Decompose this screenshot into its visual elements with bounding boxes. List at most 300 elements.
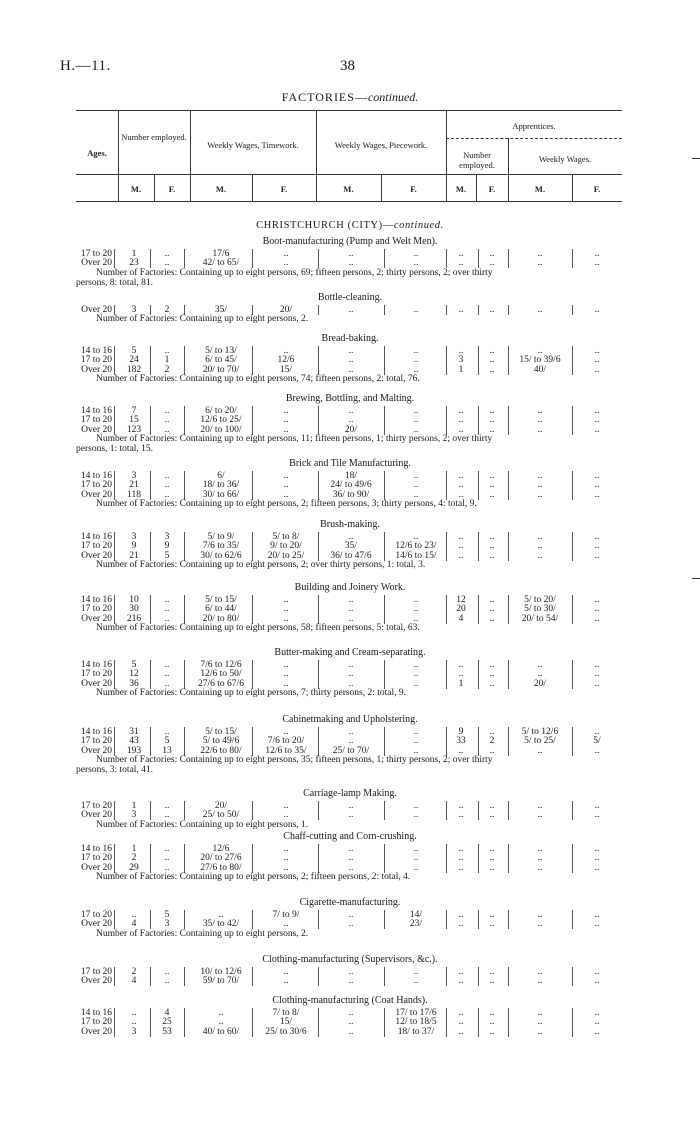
column-rule <box>478 810 479 820</box>
factories-count-note: Number of Factories: Containing up to eight persons, 74; fifteen persons, 2: total, 76. <box>96 374 420 385</box>
industry-heading: Brewing, Bottling, and Malting. <box>285 393 415 404</box>
table-header <box>76 110 622 202</box>
city-name: CHRISTCHURCH (CITY)— <box>256 220 394 231</box>
industry-heading: Bottle-cleaning. <box>317 292 383 303</box>
age-group-cell: Over 20 <box>81 1026 112 1037</box>
table-cell: .. <box>489 967 495 977</box>
column-rule <box>572 746 573 756</box>
column-rule <box>318 919 319 929</box>
table-cell: .. <box>348 660 354 670</box>
table-cell: 31 <box>129 727 139 737</box>
industry-heading: Bread-baking. <box>321 333 379 344</box>
column-rule <box>572 551 573 561</box>
table-cell: .. <box>594 355 600 366</box>
table-cell: .. <box>413 346 419 356</box>
factories-count-note: Number of Factories: Containing up to eight persons, 2. <box>96 928 309 939</box>
table-cell: .. <box>594 862 600 873</box>
table-cell: 36 <box>129 678 139 689</box>
table-cell: .. <box>348 364 354 375</box>
table-cell: 3 <box>164 532 170 542</box>
table-cell: .. <box>537 844 543 854</box>
factories-count-note: Number of Factories: Containing up to eight persons, 58; fifteen persons, 5: total, 63. <box>96 623 420 634</box>
table-cell: .. <box>594 810 600 821</box>
factories-count-note: Number of Factories: Containing up to eight persons, 1. <box>96 819 309 830</box>
table-cell: .. <box>594 745 600 756</box>
table-cell: .. <box>283 810 289 821</box>
industry-heading: Cabinetmaking and Upholstering. <box>282 714 418 725</box>
table-cell: .. <box>283 660 289 670</box>
table-cell: 6/ <box>217 471 225 481</box>
table-row <box>0 1027 700 1037</box>
table-cell: 18/ <box>344 471 358 481</box>
table-cell: .. <box>458 1008 464 1018</box>
table-cell: .. <box>348 604 354 615</box>
table-cell: .. <box>164 249 170 259</box>
table-cell: .. <box>413 604 419 615</box>
page-number: 38 <box>340 58 355 74</box>
table-cell: .. <box>537 1026 543 1037</box>
table-cell: .. <box>283 727 289 737</box>
table-cell: .. <box>594 727 600 737</box>
column-rule <box>572 425 573 435</box>
column-rule <box>508 1027 509 1037</box>
table-cell: .. <box>489 489 495 500</box>
table-cell: .. <box>594 604 600 615</box>
header-f: F. <box>593 184 601 194</box>
age-group-cell: 17 to 20 <box>80 541 112 552</box>
table-cell: .. <box>458 415 464 426</box>
column-rule <box>318 976 319 986</box>
column-rule <box>114 976 115 986</box>
table-cell: .. <box>164 678 170 689</box>
table-cell: 40/ <box>533 364 547 375</box>
age-group-cell: Over 20 <box>81 810 112 821</box>
age-group-cell: 14 to 16 <box>80 346 112 356</box>
column-rule <box>446 976 447 986</box>
column-rule <box>318 810 319 820</box>
table-cell: .. <box>458 406 464 416</box>
table-cell: 5 <box>164 736 170 747</box>
table-cell: 20/ <box>279 305 293 315</box>
table-cell: 3 <box>458 355 464 366</box>
table-cell: 1 <box>164 355 170 366</box>
table-cell: 25/ to 30/6 <box>265 1026 307 1037</box>
table-cell: .. <box>283 258 289 269</box>
column-rule <box>446 919 447 929</box>
table-cell: 20/ <box>533 678 547 689</box>
table-cell: .. <box>413 489 419 500</box>
age-group-cell: 17 to 20 <box>80 669 112 680</box>
table-cell: .. <box>594 1017 600 1028</box>
table-cell: .. <box>458 976 464 987</box>
table-cell: .. <box>348 1026 354 1037</box>
table-cell: .. <box>594 489 600 500</box>
column-rule <box>478 679 479 689</box>
table-cell: .. <box>594 919 600 930</box>
page-title-continued: continued. <box>367 90 419 104</box>
table-cell: .. <box>164 346 170 356</box>
table-cell: .. <box>537 532 543 542</box>
column-rule <box>446 614 447 624</box>
table-cell: .. <box>164 810 170 821</box>
age-group-cell: Over 20 <box>81 258 112 269</box>
table-cell: .. <box>458 471 464 481</box>
table-cell: .. <box>131 910 137 920</box>
table-cell: .. <box>594 480 600 491</box>
table-cell: .. <box>164 613 170 624</box>
table-cell: 12/6 to 35/ <box>265 745 307 756</box>
table-cell: .. <box>164 976 170 987</box>
table-cell: .. <box>458 844 464 854</box>
table-cell: 20/ <box>214 801 228 811</box>
table-cell: 5/ to 13/ <box>205 346 237 356</box>
table-cell: .. <box>594 967 600 977</box>
header-f: F. <box>168 184 176 194</box>
column-rule <box>150 1027 151 1037</box>
header-app-number-employed: Number employed. <box>459 150 495 170</box>
industry-heading: Building and Joinery Work. <box>294 582 406 593</box>
age-group-cell: 17 to 20 <box>80 736 112 747</box>
table-cell: .. <box>283 406 289 416</box>
factories-count-note: Number of Factories: Containing up to eight persons, 35; fifteen persons, 1; thirty persons, 2; over thirty <box>96 755 493 766</box>
column-rule <box>114 1027 115 1037</box>
table-cell: .. <box>594 406 600 416</box>
table-cell: .. <box>348 1017 354 1028</box>
table-cell: .. <box>458 346 464 356</box>
column-rule <box>318 1027 319 1037</box>
table-cell: .. <box>537 862 543 873</box>
table-cell: .. <box>594 550 600 561</box>
column-rule <box>252 1027 253 1037</box>
table-cell: .. <box>413 595 419 605</box>
table-cell: .. <box>489 1026 495 1037</box>
header-m: M. <box>534 184 546 194</box>
table-cell: 6/ to 45/ <box>205 355 237 366</box>
table-cell: 118 <box>127 489 141 500</box>
header-f: F. <box>410 184 417 194</box>
table-cell: 20 <box>456 604 466 615</box>
table-cell: .. <box>458 489 464 500</box>
table-cell: 10/ to 12/6 <box>200 967 242 977</box>
age-group-cell: 14 to 16 <box>80 660 112 670</box>
table-cell: 6/ to 20/ <box>205 406 237 416</box>
age-group-cell: Over 20 <box>81 305 112 315</box>
table-cell: 4 <box>164 1008 170 1018</box>
table-cell: 123 <box>126 424 142 435</box>
column-rule <box>572 490 573 500</box>
margin-mark <box>692 578 700 579</box>
table-cell: 18/ to 37/ <box>397 1026 435 1037</box>
header-apprentices: Apprentices. <box>512 121 556 131</box>
table-cell: .. <box>489 976 495 987</box>
table-cell: 7/6 to 12/6 <box>200 660 242 670</box>
column-rule <box>478 919 479 929</box>
table-cell: .. <box>537 1017 543 1028</box>
table-cell: .. <box>348 853 354 864</box>
table-cell: .. <box>489 810 495 821</box>
table-cell: .. <box>489 305 495 315</box>
column-rule <box>384 1027 385 1037</box>
table-cell: .. <box>489 346 495 356</box>
table-cell: .. <box>348 919 354 930</box>
table-cell: .. <box>164 844 170 854</box>
header-weekly-piecework: Weekly Wages, Piecework. <box>334 140 428 150</box>
table-cell: .. <box>458 305 464 315</box>
table-cell: 17/6 <box>212 249 230 259</box>
table-cell: 36/ to 47/6 <box>330 550 372 561</box>
table-cell: .. <box>594 1008 600 1018</box>
table-cell: .. <box>489 853 495 864</box>
table-cell: 21 <box>129 550 139 561</box>
table-cell: .. <box>283 489 289 500</box>
table-cell: .. <box>348 249 354 259</box>
header-m: M. <box>455 184 467 194</box>
table-cell: .. <box>594 595 600 605</box>
industry-heading: Boot-manufacturing (Pump and Welt Men). <box>262 236 438 247</box>
table-cell: .. <box>537 471 543 481</box>
table-cell: 182 <box>126 364 142 375</box>
table-cell: 13 <box>162 745 172 756</box>
table-cell: 7/6 to 20/ <box>267 736 305 747</box>
table-cell: .. <box>537 406 543 416</box>
age-group-cell: 14 to 16 <box>80 844 112 854</box>
age-group-cell: 17 to 20 <box>80 355 112 366</box>
table-cell: .. <box>489 613 495 624</box>
table-cell: 1 <box>458 678 464 689</box>
table-cell: .. <box>413 660 419 670</box>
column-rule <box>508 258 509 268</box>
table-cell: .. <box>348 355 354 366</box>
margin-mark <box>692 158 700 159</box>
table-cell: .. <box>164 862 170 873</box>
table-cell: 9/ to 20/ <box>270 541 302 552</box>
table-cell: .. <box>283 919 289 930</box>
table-cell: .. <box>283 480 289 491</box>
age-group-cell: 14 to 16 <box>80 595 112 605</box>
table-cell: .. <box>537 919 543 930</box>
column-rule <box>572 810 573 820</box>
table-cell: 15/ <box>279 364 293 375</box>
table-cell: 1 <box>131 801 137 811</box>
table-cell: .. <box>413 613 419 624</box>
table-cell: .. <box>413 967 419 977</box>
column-rule <box>508 863 509 873</box>
table-cell: .. <box>594 976 600 987</box>
table-cell: 4 <box>458 613 464 624</box>
table-cell: .. <box>413 669 419 680</box>
table-cell: .. <box>537 415 543 426</box>
column-rule <box>572 679 573 689</box>
table-cell: .. <box>594 910 600 920</box>
table-cell: .. <box>537 669 543 680</box>
table-cell: 5/ to 9/ <box>207 532 235 542</box>
age-group-cell: Over 20 <box>81 919 112 930</box>
table-cell: .. <box>489 1008 495 1018</box>
table-cell: .. <box>283 346 289 356</box>
table-cell: 42/ to 65/ <box>202 258 240 269</box>
table-cell: .. <box>348 532 354 542</box>
column-rule <box>446 810 447 820</box>
table-cell: 12 <box>456 595 466 605</box>
age-group-cell: 14 to 16 <box>80 532 112 542</box>
table-cell: 12/6 to 50/ <box>200 669 242 680</box>
table-cell: 20/ to 54/ <box>521 613 559 624</box>
table-cell: .. <box>413 406 419 416</box>
column-rule <box>572 919 573 929</box>
table-cell: .. <box>283 669 289 680</box>
table-cell: .. <box>489 424 495 435</box>
table-cell: 3 <box>131 810 137 821</box>
table-cell: .. <box>458 532 464 542</box>
table-cell: .. <box>489 355 495 366</box>
column-rule <box>384 810 385 820</box>
city-continued: continued. <box>393 220 444 231</box>
table-cell: .. <box>218 1017 224 1028</box>
table-cell: .. <box>489 364 495 375</box>
table-cell: 193 <box>126 745 142 756</box>
factories-count-note: persons, 3: total, 41. <box>76 765 154 776</box>
header-app-weekly-wages: Weekly Wages. <box>538 154 592 164</box>
column-rule <box>478 490 479 500</box>
column-rule <box>318 305 319 315</box>
column-rule <box>572 305 573 315</box>
table-cell: .. <box>164 406 170 416</box>
age-group-cell: 17 to 20 <box>80 480 112 491</box>
table-cell: 216 <box>126 613 142 624</box>
column-rule <box>572 258 573 268</box>
table-cell: 22/6 to 80/ <box>200 745 242 756</box>
table-row <box>0 976 700 986</box>
table-cell: .. <box>489 910 495 920</box>
industry-heading: Carriage-lamp Making. <box>303 788 397 799</box>
table-cell: .. <box>413 355 419 366</box>
table-cell: 23/ <box>409 919 423 930</box>
table-cell: .. <box>458 967 464 977</box>
table-cell: .. <box>537 424 543 435</box>
table-cell: .. <box>348 415 354 426</box>
table-cell: .. <box>164 801 170 811</box>
table-cell: 40/ to 60/ <box>202 1026 240 1037</box>
table-cell: .. <box>537 1008 543 1018</box>
header-f: F. <box>280 184 288 194</box>
table-cell: 27/6 to 67/6 <box>198 678 244 689</box>
table-cell: 9 <box>164 541 170 552</box>
column-rule <box>508 425 509 435</box>
table-cell: .. <box>164 424 170 435</box>
table-cell: .. <box>458 258 464 269</box>
table-cell: 7/6 to 35/ <box>202 541 240 552</box>
table-cell: .. <box>458 910 464 920</box>
column-rule <box>572 863 573 873</box>
table-cell: .. <box>348 613 354 624</box>
factories-count-note: Number of Factories: Containing up to eight persons, 11; fifteen persons, 1; thirty persons, 2; over thirty <box>96 434 493 445</box>
table-cell: .. <box>537 346 543 356</box>
factories-count-note: Number of Factories: Containing up to eight persons, 2; fifteen persons, 2: total, 4. <box>96 872 411 883</box>
table-cell: 12/6 <box>212 844 230 854</box>
table-cell: 15 <box>129 415 139 426</box>
table-cell: .. <box>413 862 419 873</box>
table-cell: 2 <box>131 853 137 864</box>
table-cell: 5/ to 20/ <box>524 595 556 605</box>
age-group-cell: 17 to 20 <box>80 415 112 426</box>
table-cell: 9 <box>458 727 464 737</box>
table-cell: .. <box>283 471 289 481</box>
table-cell: 7 <box>131 406 137 416</box>
table-cell: 30/ to 62/6 <box>200 550 242 561</box>
table-cell: .. <box>489 745 495 756</box>
table-cell: .. <box>164 853 170 864</box>
table-cell: .. <box>458 424 464 435</box>
table-cell: .. <box>413 727 419 737</box>
table-cell: .. <box>537 660 543 670</box>
table-cell: 5 <box>164 910 170 920</box>
table-cell: .. <box>458 249 464 259</box>
table-cell: .. <box>489 844 495 854</box>
table-cell: .. <box>283 613 289 624</box>
table-cell: .. <box>413 480 419 491</box>
column-rule <box>478 614 479 624</box>
table-cell: .. <box>458 660 464 670</box>
table-cell: .. <box>594 258 600 269</box>
table-cell: .. <box>413 532 419 542</box>
column-rule <box>184 976 185 986</box>
table-cell: .. <box>458 862 464 873</box>
column-rule <box>508 746 509 756</box>
age-group-cell: Over 20 <box>81 613 112 624</box>
table-cell: .. <box>413 844 419 854</box>
table-cell: 12/6 to 25/ <box>200 415 242 426</box>
table-cell: .. <box>283 604 289 615</box>
table-cell: .. <box>537 305 543 315</box>
table-cell: 3 <box>131 1026 137 1037</box>
table-cell: 36/ to 90/ <box>332 489 370 500</box>
column-rule <box>508 976 509 986</box>
column-rule <box>508 365 509 375</box>
table-cell: 12/ to 18/5 <box>395 1017 437 1028</box>
table-cell: .. <box>458 1017 464 1028</box>
column-rule <box>384 976 385 986</box>
table-cell: .. <box>164 489 170 500</box>
table-cell: .. <box>283 844 289 854</box>
column-rule <box>572 976 573 986</box>
factories-count-note: Number of Factories: Containing up to eight persons, 7; thirty persons, 2: total, 9. <box>96 688 407 699</box>
table-cell: .. <box>594 1026 600 1037</box>
age-group-cell: 17 to 20 <box>80 853 112 864</box>
table-cell: .. <box>413 471 419 481</box>
column-rule <box>446 1027 447 1037</box>
table-cell: .. <box>413 736 419 747</box>
table-cell: .. <box>594 532 600 542</box>
table-cell: 25/ to 50/ <box>202 810 240 821</box>
table-cell: .. <box>489 1017 495 1028</box>
column-rule <box>446 863 447 873</box>
table-cell: .. <box>413 424 419 435</box>
table-cell: .. <box>537 550 543 561</box>
table-cell: 5 <box>131 346 137 356</box>
table-cell: .. <box>413 305 419 315</box>
table-cell: .. <box>348 810 354 821</box>
table-cell: .. <box>164 604 170 615</box>
table-cell: .. <box>537 541 543 552</box>
table-cell: .. <box>348 669 354 680</box>
table-cell: 25 <box>162 1017 172 1028</box>
table-cell: .. <box>594 424 600 435</box>
column-rule <box>150 976 151 986</box>
table-cell: 5/ to 49/6 <box>202 736 240 747</box>
table-cell: .. <box>537 249 543 259</box>
table-cell: 30/ to 66/ <box>202 489 240 500</box>
table-cell: .. <box>489 604 495 615</box>
